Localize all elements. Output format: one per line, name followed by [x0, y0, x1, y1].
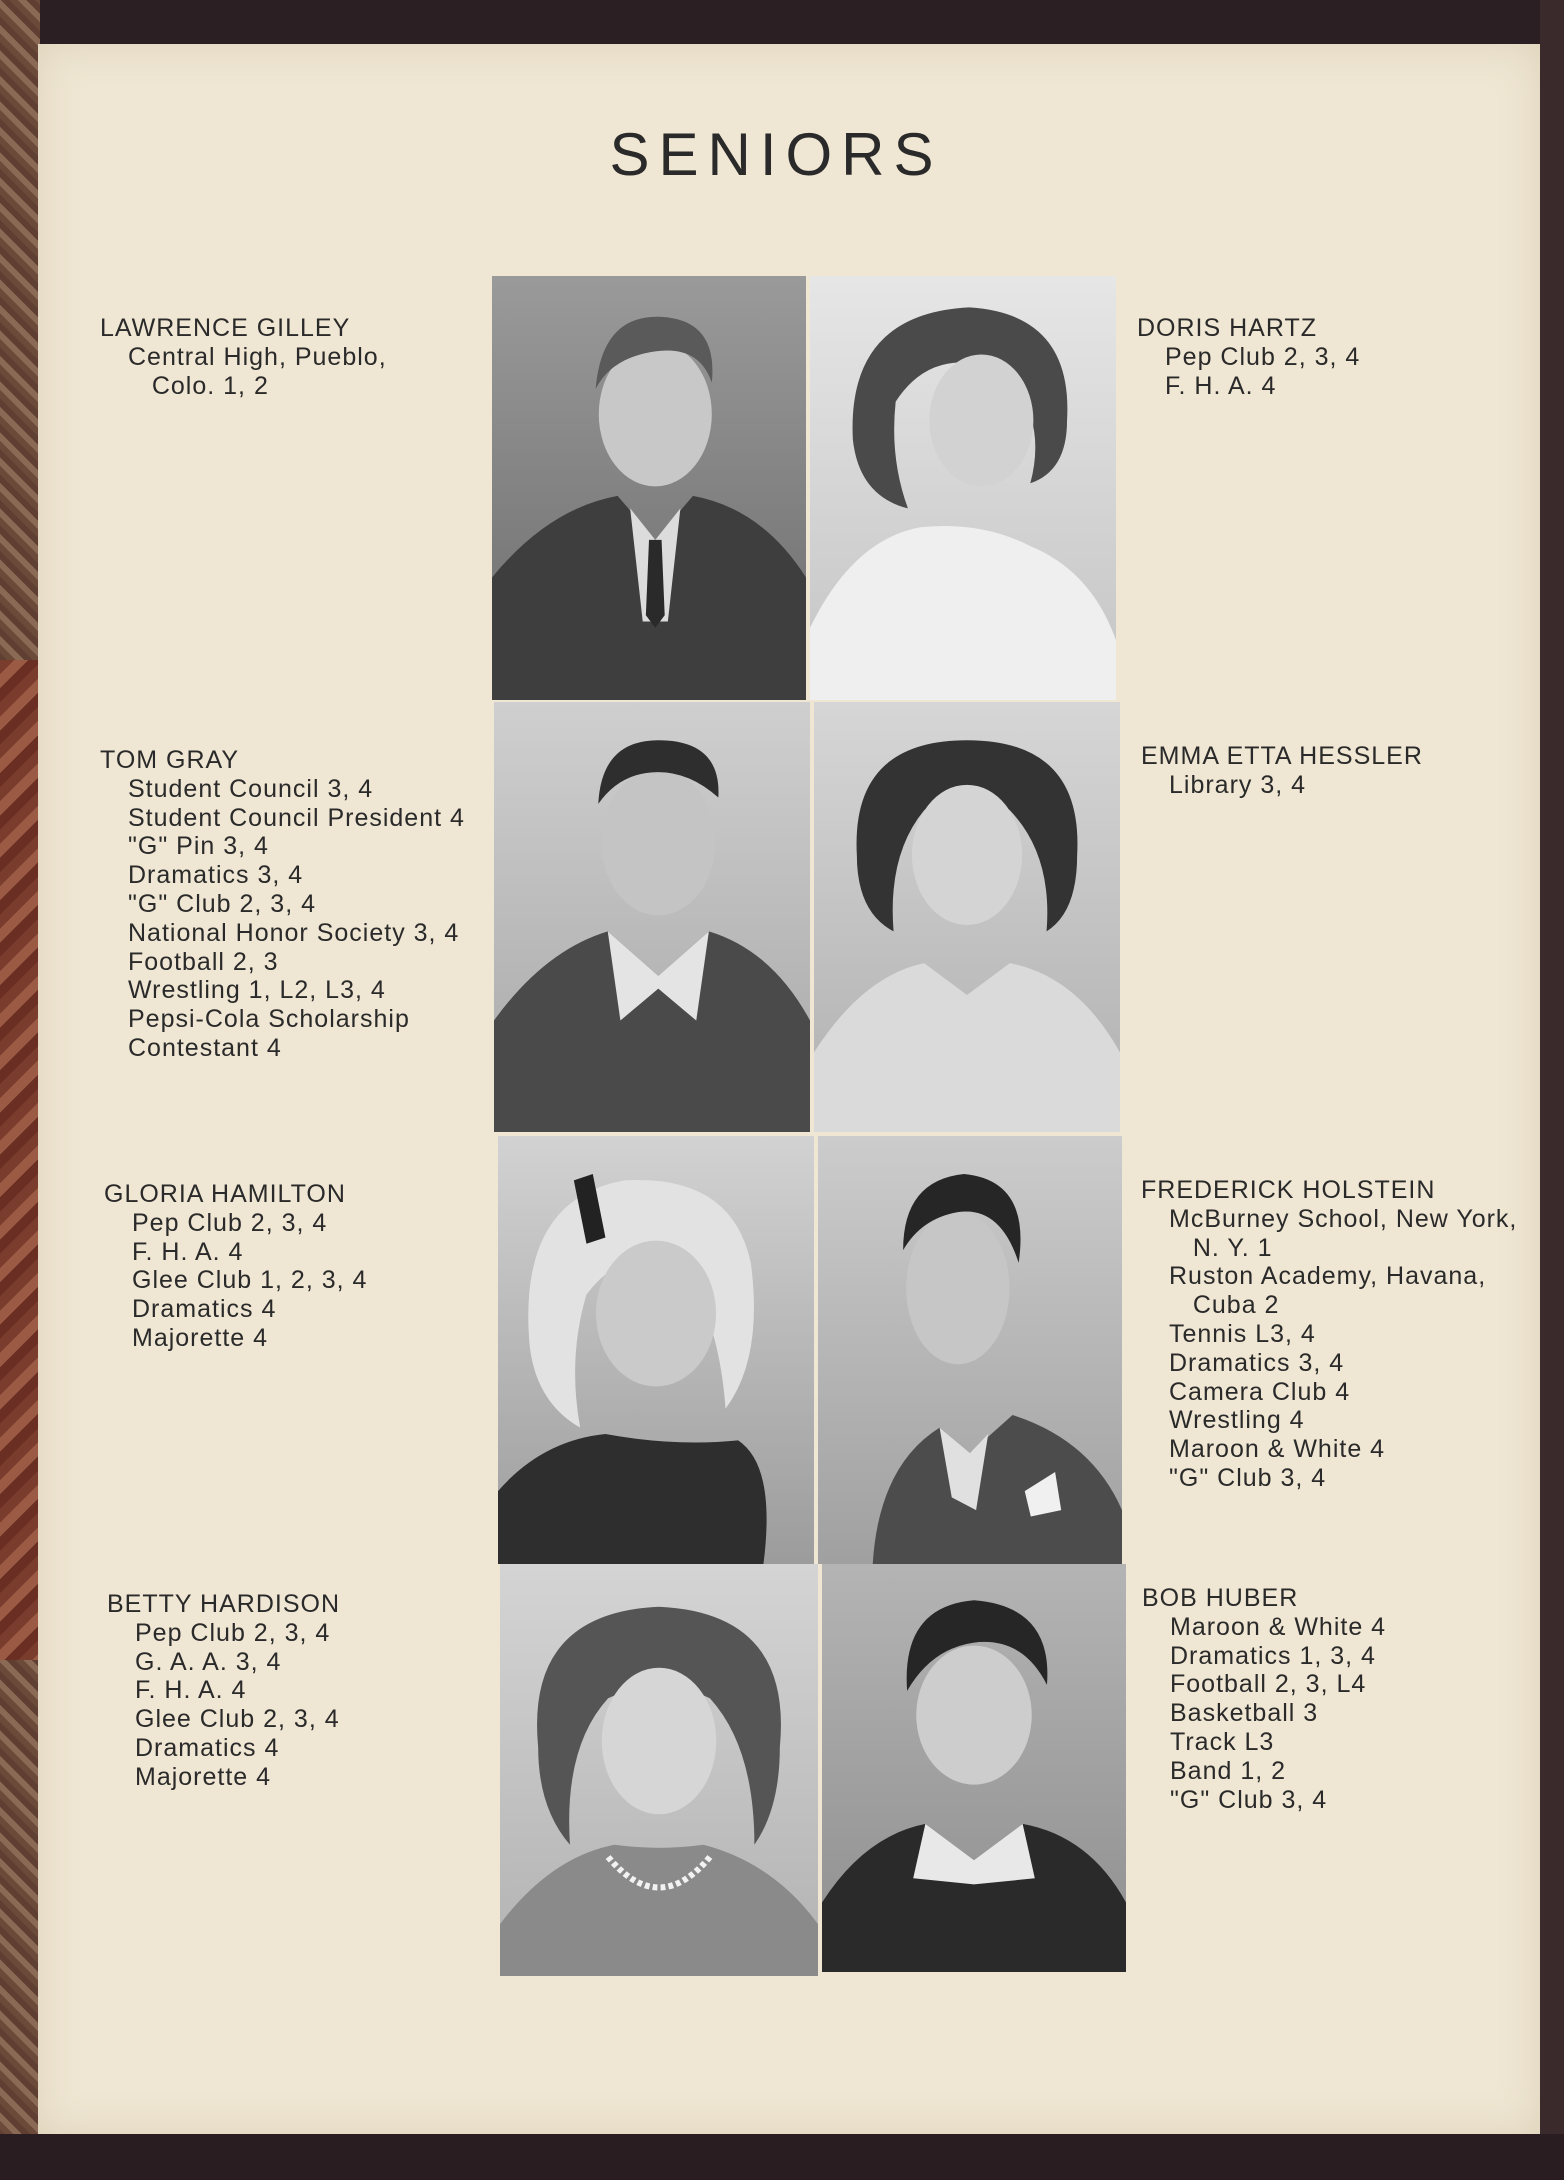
activity: Maroon & White 4	[1170, 1612, 1387, 1641]
senior-entry-lawrence-gilley	[100, 314, 387, 400]
activity: Wrestling 4	[1169, 1406, 1305, 1435]
activity: F. H. A. 4	[135, 1676, 247, 1705]
portrait-photo-icon	[500, 1564, 818, 1976]
activity: Dramatics 4	[135, 1733, 280, 1762]
activity: "G" Club 2, 3, 4	[128, 889, 316, 918]
activity: National Honor Society 3, 4	[128, 918, 460, 947]
activity: Dramatics 4	[132, 1295, 277, 1324]
activity: Track L3	[1170, 1727, 1275, 1756]
activity: Colo. 1, 2	[128, 371, 269, 400]
senior-entry-frederick-holstein	[1141, 1176, 1517, 1493]
senior-name: LAWRENCE GILLEY	[100, 314, 351, 342]
portrait-photo-frederick-holstein	[818, 1136, 1122, 1564]
senior-entry-doris-hartz	[1137, 314, 1360, 400]
activity: Pep Club 2, 3, 4	[1165, 342, 1361, 371]
portrait-photo-icon	[810, 276, 1116, 700]
book-cover-pattern	[0, 660, 38, 1660]
portrait-photo-gloria-hamilton	[498, 1136, 814, 1564]
book-cover-top-edge	[0, 0, 1564, 44]
book-cover-bottom-edge	[0, 2134, 1564, 2180]
portrait-photo-icon	[492, 276, 806, 700]
portrait-photo-icon	[814, 702, 1120, 1132]
activity: Pep Club 2, 3, 4	[135, 1618, 331, 1647]
portrait-photo-doris-hartz	[810, 276, 1116, 700]
portrait-photo-icon	[494, 702, 810, 1132]
activity: Cuba 2	[1169, 1291, 1280, 1320]
activity: Majorette 4	[132, 1323, 269, 1352]
activity: Dramatics 1, 3, 4	[1170, 1641, 1376, 1670]
activity: Library 3, 4	[1169, 770, 1307, 799]
activity: "G" Club 3, 4	[1170, 1785, 1328, 1814]
activity: "G" Club 3, 4	[1169, 1463, 1327, 1492]
activity: "G" Pin 3, 4	[128, 832, 269, 861]
senior-name: BETTY HARDISON	[107, 1590, 341, 1618]
portrait-photo-icon	[822, 1564, 1126, 1972]
activity: Glee Club 2, 3, 4	[135, 1705, 340, 1734]
portrait-photo-tom-gray	[494, 702, 810, 1132]
activity: Central High, Pueblo,	[128, 342, 387, 371]
activity: Camera Club 4	[1169, 1377, 1351, 1406]
book-cover-right-edge	[1540, 0, 1564, 2180]
activity: Glee Club 1, 2, 3, 4	[132, 1266, 368, 1295]
activity: Football 2, 3, L4	[1170, 1670, 1367, 1699]
activity: Basketball 3	[1170, 1699, 1319, 1728]
senior-entry-betty-hardison	[107, 1590, 340, 1792]
senior-name: GLORIA HAMILTON	[104, 1180, 346, 1208]
senior-name: DORIS HARTZ	[1137, 314, 1317, 342]
portrait-photo-betty-hardison	[500, 1564, 818, 1976]
activity: Wrestling 1, L2, L3, 4	[128, 976, 386, 1005]
senior-entry-tom-gray	[100, 746, 465, 1063]
activity: Ruston Academy, Havana,	[1169, 1262, 1487, 1291]
activity: Football 2, 3	[128, 947, 279, 976]
activity: Student Council President 4	[128, 803, 465, 832]
activity: Pepsi-Cola Scholarship	[128, 1005, 410, 1034]
senior-entry-emma-etta-hessler	[1141, 742, 1423, 800]
activity: McBurney School, New York,	[1169, 1204, 1518, 1233]
activity: Tennis L3, 4	[1169, 1319, 1316, 1348]
activity: F. H. A. 4	[132, 1237, 244, 1266]
senior-entry-gloria-hamilton	[104, 1180, 367, 1353]
page-title: SENIORS	[609, 121, 943, 188]
portrait-photo-bob-huber	[822, 1564, 1126, 1972]
activity: Dramatics 3, 4	[1169, 1348, 1345, 1377]
activity: F. H. A. 4	[1165, 371, 1277, 400]
activity: G. A. A. 3, 4	[135, 1647, 282, 1676]
senior-entry-bob-huber	[1142, 1584, 1386, 1814]
portrait-photo-emma-etta-hessler	[814, 702, 1120, 1132]
activity: Student Council 3, 4	[128, 774, 374, 803]
senior-name: EMMA ETTA HESSLER	[1141, 742, 1423, 770]
senior-name: TOM GRAY	[100, 746, 240, 774]
senior-name: FREDERICK HOLSTEIN	[1141, 1176, 1436, 1204]
activity: N. Y. 1	[1169, 1233, 1273, 1262]
activity: Contestant 4	[128, 1033, 282, 1062]
portrait-photo-lawrence-gilley	[492, 276, 806, 700]
senior-name: BOB HUBER	[1142, 1584, 1299, 1612]
activity: Maroon & White 4	[1169, 1435, 1386, 1464]
portrait-photo-icon	[818, 1136, 1122, 1564]
portrait-photo-icon	[498, 1136, 814, 1564]
activity: Pep Club 2, 3, 4	[132, 1208, 328, 1237]
activity: Dramatics 3, 4	[128, 861, 304, 890]
activity: Band 1, 2	[1170, 1756, 1287, 1785]
activity: Majorette 4	[135, 1762, 272, 1791]
